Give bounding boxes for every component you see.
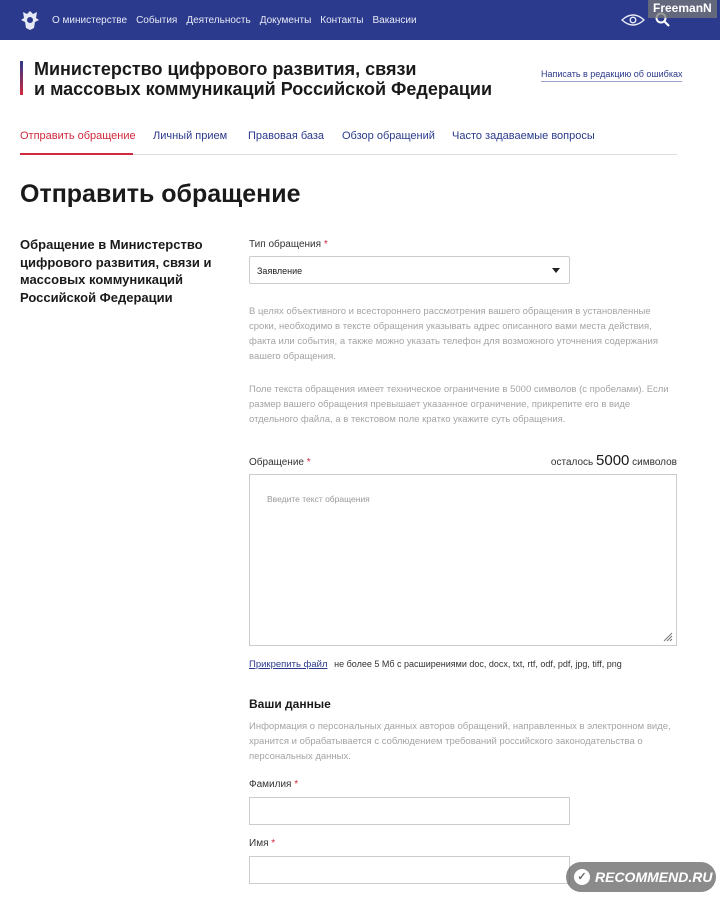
tab-personal-reception[interactable]: Личный прием	[153, 130, 228, 142]
message-label-text: Обращение	[249, 457, 304, 468]
tab-faq[interactable]: Часто задаваемые вопросы	[452, 130, 595, 142]
attach-file-link[interactable]: Прикрепить файл	[249, 659, 328, 670]
nav-vacancies[interactable]: Вакансии	[372, 14, 417, 26]
ministry-title	[34, 59, 514, 99]
name-input[interactable]	[249, 856, 570, 884]
section-tabs	[20, 125, 677, 155]
type-label	[249, 239, 328, 250]
eye-icon[interactable]	[621, 13, 645, 27]
check-icon: ✓	[574, 869, 590, 885]
ministry-title-line1: Министерство цифрового развития, связи	[34, 59, 417, 79]
char-counter	[551, 452, 677, 469]
required-mark: *	[294, 779, 299, 790]
ministry-title-line2: и массовых коммуникаций Российской Федерации	[34, 79, 493, 99]
surname-input[interactable]	[249, 797, 570, 825]
page-title: Отправить обращение	[20, 180, 301, 208]
required-mark: *	[323, 239, 328, 250]
tab-legal-base[interactable]: Правовая база	[248, 130, 325, 142]
counter-prefix: осталось	[550, 457, 594, 468]
address-note: В целях объективного и всестороннего рассмотрения вашего обращения в установленные сроки, необходимо в тексте обращения указывать адрес описанного вами места действия, факта или события, а также можно указать телефон для возможного уточнения содержания вашего обращения.	[249, 306, 658, 362]
top-navigation-bar	[0, 0, 720, 40]
attach-row	[249, 659, 622, 670]
watermark-username: FreemanN	[648, 0, 717, 18]
caret-down-icon	[552, 268, 560, 273]
counter-suffix: символов	[632, 457, 677, 468]
message-placeholder: Введите текст обращения	[267, 494, 370, 504]
attach-hint: не более 5 Мб с расширениями doc, docx, txt, rtf, odf, pdf, jpg, tiff, png	[334, 659, 622, 669]
limit-note: Поле текста обращения имеет техническое ограничение в 5000 символов (с пробелами). Если размер вашего обращения превышает указанное ограничение, прикрепите его в виде отдельного файла, а в текстовом поле кратко укажите суть обращения.	[249, 384, 669, 425]
personal-data-note: Информация о персональных данных авторов обращений, направленных в электронном виде, хранится и обрабатывается с соблюдением требований российского законодательства о персональных данных.	[249, 721, 671, 762]
watermark-badge	[566, 862, 716, 892]
tab-send-appeal[interactable]: Отправить обращение	[20, 130, 136, 142]
nav-activity[interactable]: Деятельность	[186, 14, 251, 26]
top-nav	[52, 0, 417, 40]
tab-appeals-review[interactable]: Обзор обращений	[342, 130, 435, 142]
nav-documents[interactable]: Документы	[259, 14, 312, 26]
type-label-text: Тип обращения	[249, 239, 322, 250]
appeal-type-value: Заявление	[257, 266, 303, 276]
counter-value: 5000	[596, 452, 630, 469]
appeal-type-select[interactable]	[249, 256, 570, 284]
resize-handle-icon[interactable]	[663, 632, 673, 642]
your-data-title: Ваши данные	[249, 697, 331, 711]
active-tab-indicator	[20, 153, 133, 155]
nav-contacts[interactable]: Контакты	[320, 14, 364, 26]
nav-about[interactable]: О министерстве	[52, 14, 128, 26]
nav-events[interactable]: События	[136, 14, 178, 26]
surname-label	[249, 779, 298, 790]
required-mark: *	[306, 457, 311, 468]
watermark-text: RECOMMEND.RU	[595, 869, 713, 885]
required-mark: *	[271, 838, 276, 849]
emblem-icon[interactable]	[20, 9, 40, 31]
name-label	[249, 838, 275, 849]
report-error-link[interactable]: Написать в редакцию об ошибках	[541, 69, 682, 82]
name-label-text: Имя	[249, 838, 269, 849]
message-textarea[interactable]	[249, 474, 677, 646]
side-heading: Обращение в Министерство цифрового развития, связи и массовых коммуникаций Российской Федерации	[20, 237, 212, 305]
surname-label-text: Фамилия	[249, 779, 292, 790]
header-accent-bar	[20, 61, 23, 95]
message-label	[249, 457, 311, 468]
